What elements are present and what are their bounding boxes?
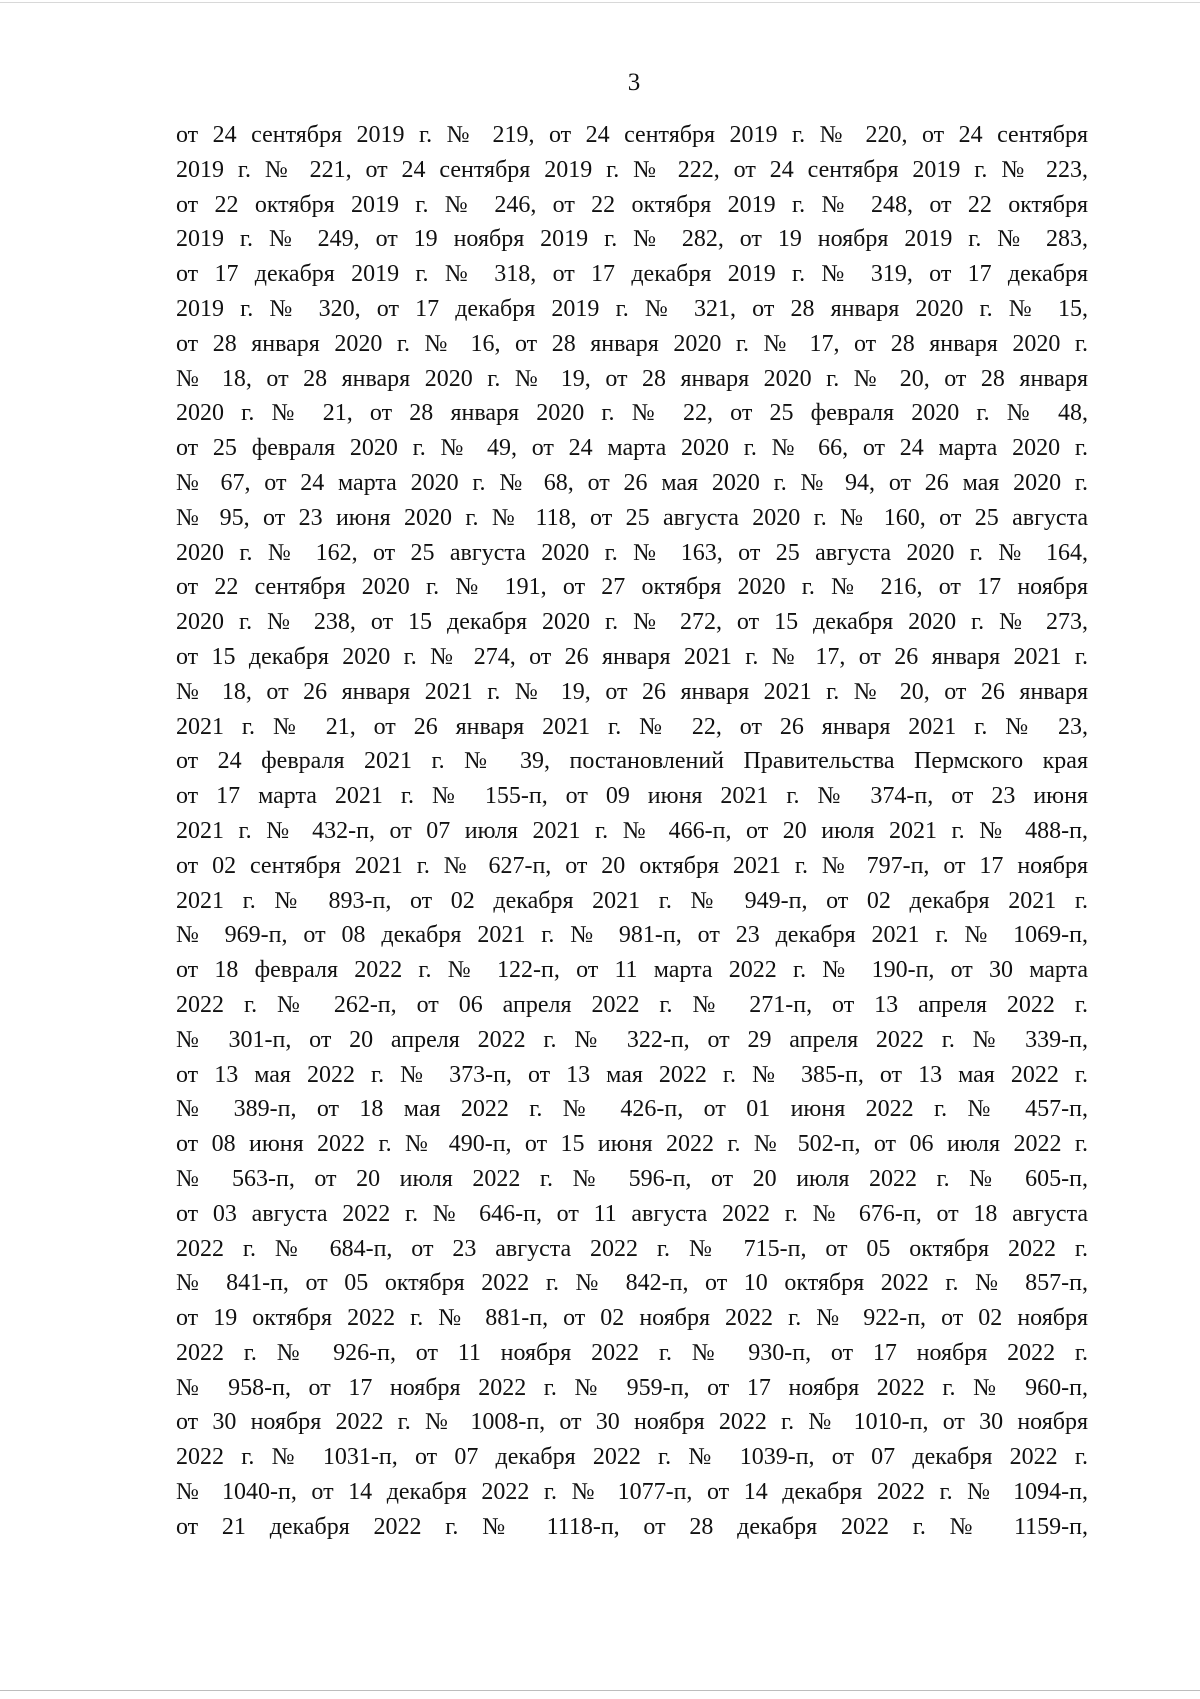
text-line: от 17 марта 2021 г. № 155-п, от 09 июня 2021 г. № 374-п, от 23 июня <box>176 783 1088 810</box>
text-line: от 21 декабря 2022 г. № 1118-п, от 28 декабря 2022 г. № 1159-п, <box>176 1513 1088 1540</box>
text-line: от 24 сентября 2019 г. № 219, от 24 сентября 2019 г. № 220, от 24 сентября <box>176 122 1088 148</box>
text-line: № 841-п, от 05 октября 2022 г. № 842-п, от 10 октября 2022 г. № 857-п, <box>176 1270 1088 1297</box>
text-line: № 67, от 24 марта 2020 г. № 68, от 26 мая 2020 г. № 94, от 26 мая 2020 г. <box>176 469 1088 496</box>
text-line: 2022 г. № 926-п, от 11 ноября 2022 г. № 930-п, от 17 ноября 2022 г. <box>176 1339 1088 1366</box>
page-number: 3 <box>627 69 641 96</box>
text-line: № 1040-п, от 14 декабря 2022 г. № 1077-п, от 14 декабря 2022 г. № 1094-п, <box>176 1479 1088 1506</box>
text-line: от 15 декабря 2020 г. № 274, от 26 января 2021 г. № 17, от 26 января 2021 г. <box>176 643 1088 670</box>
text-line: 2021 г. № 21, от 26 января 2021 г. № 22, от 26 января 2021 г. № 23, <box>176 713 1088 740</box>
text-line: № 969-п, от 08 декабря 2021 г. № 981-п, от 23 декабря 2021 г. № 1069-п, <box>176 922 1088 949</box>
body-text <box>176 118 1088 1545</box>
text-line: от 22 октября 2019 г. № 246, от 22 октября 2019 г. № 248, от 22 октября <box>176 191 1088 218</box>
text-line: от 13 мая 2022 г. № 373-п, от 13 мая 2022 г. № 385-п, от 13 мая 2022 г. <box>176 1061 1088 1088</box>
scan-edge-top <box>0 2 1200 3</box>
text-line: № 18, от 26 января 2021 г. № 19, от 26 января 2021 г. № 20, от 26 января <box>176 678 1088 705</box>
text-line: № 958-п, от 17 ноября 2022 г. № 959-п, от 17 ноября 2022 г. № 960-п, <box>176 1374 1088 1401</box>
text-line: 2022 г. № 1031-п, от 07 декабря 2022 г. № 1039-п, от 07 декабря 2022 г. <box>176 1444 1088 1471</box>
text-line: 2019 г. № 221, от 24 сентября 2019 г. № 222, от 24 сентября 2019 г. № 223, <box>176 156 1088 183</box>
text-line: № 95, от 23 июня 2020 г. № 118, от 25 августа 2020 г. № 160, от 25 августа <box>176 504 1088 531</box>
text-line: № 18, от 28 января 2020 г. № 19, от 28 января 2020 г. № 20, от 28 января <box>176 365 1088 392</box>
text-line: № 389-п, от 18 мая 2022 г. № 426-п, от 01 июня 2022 г. № 457-п, <box>176 1096 1088 1123</box>
text-line: от 08 июня 2022 г. № 490-п, от 15 июня 2022 г. № 502-п, от 06 июля 2022 г. <box>176 1131 1088 1158</box>
text-line: 2020 г. № 21, от 28 января 2020 г. № 22, от 25 февраля 2020 г. № 48, <box>176 400 1088 427</box>
text-line: от 17 декабря 2019 г. № 318, от 17 декабря 2019 г. № 319, от 17 декабря <box>176 261 1088 288</box>
text-line: от 03 августа 2022 г. № 646-п, от 11 августа 2022 г. № 676-п, от 18 августа <box>176 1200 1088 1227</box>
text-line: № 563-п, от 20 июля 2022 г. № 596-п, от 20 июля 2022 г. № 605-п, <box>176 1165 1088 1192</box>
text-line: 2022 г. № 684-п, от 23 августа 2022 г. № 715-п, от 05 октября 2022 г. <box>176 1235 1088 1262</box>
text-line: от 19 октября 2022 г. № 881-п, от 02 ноября 2022 г. № 922-п, от 02 ноября <box>176 1305 1088 1332</box>
text-line: 2019 г. № 249, от 19 ноября 2019 г. № 282, от 19 ноября 2019 г. № 283, <box>176 226 1088 253</box>
text-line: от 30 ноября 2022 г. № 1008-п, от 30 ноября 2022 г. № 1010-п, от 30 ноября <box>176 1409 1088 1436</box>
text-line: от 24 февраля 2021 г. № 39, постановлений Правительства Пермского края <box>176 748 1088 775</box>
text-line: 2019 г. № 320, от 17 декабря 2019 г. № 321, от 28 января 2020 г. № 15, <box>176 295 1088 322</box>
text-line: 2021 г. № 893-п, от 02 декабря 2021 г. № 949-п, от 02 декабря 2021 г. <box>176 887 1088 914</box>
text-line: 2020 г. № 238, от 15 декабря 2020 г. № 272, от 15 декабря 2020 г. № 273, <box>176 609 1088 636</box>
text-line: № 301-п, от 20 апреля 2022 г. № 322-п, от 29 апреля 2022 г. № 339-п, <box>176 1026 1088 1053</box>
text-line: от 25 февраля 2020 г. № 49, от 24 марта 2020 г. № 66, от 24 марта 2020 г. <box>176 435 1088 462</box>
text-line: 2021 г. № 432-п, от 07 июля 2021 г. № 466-п, от 20 июля 2021 г. № 488-п, <box>176 817 1088 844</box>
scan-edge-bottom <box>0 1690 1200 1691</box>
text-line: от 28 января 2020 г. № 16, от 28 января 2020 г. № 17, от 28 января 2020 г. <box>176 330 1088 357</box>
text-line: от 22 сентября 2020 г. № 191, от 27 октября 2020 г. № 216, от 17 ноября <box>176 574 1088 601</box>
text-line: 2022 г. № 262-п, от 06 апреля 2022 г. № 271-п, от 13 апреля 2022 г. <box>176 991 1088 1018</box>
text-line: 2020 г. № 162, от 25 августа 2020 г. № 163, от 25 августа 2020 г. № 164, <box>176 539 1088 566</box>
text-line: от 18 февраля 2022 г. № 122-п, от 11 марта 2022 г. № 190-п, от 30 марта <box>176 957 1088 984</box>
text-line: от 02 сентября 2021 г. № 627-п, от 20 октября 2021 г. № 797-п, от 17 ноября <box>176 852 1088 879</box>
